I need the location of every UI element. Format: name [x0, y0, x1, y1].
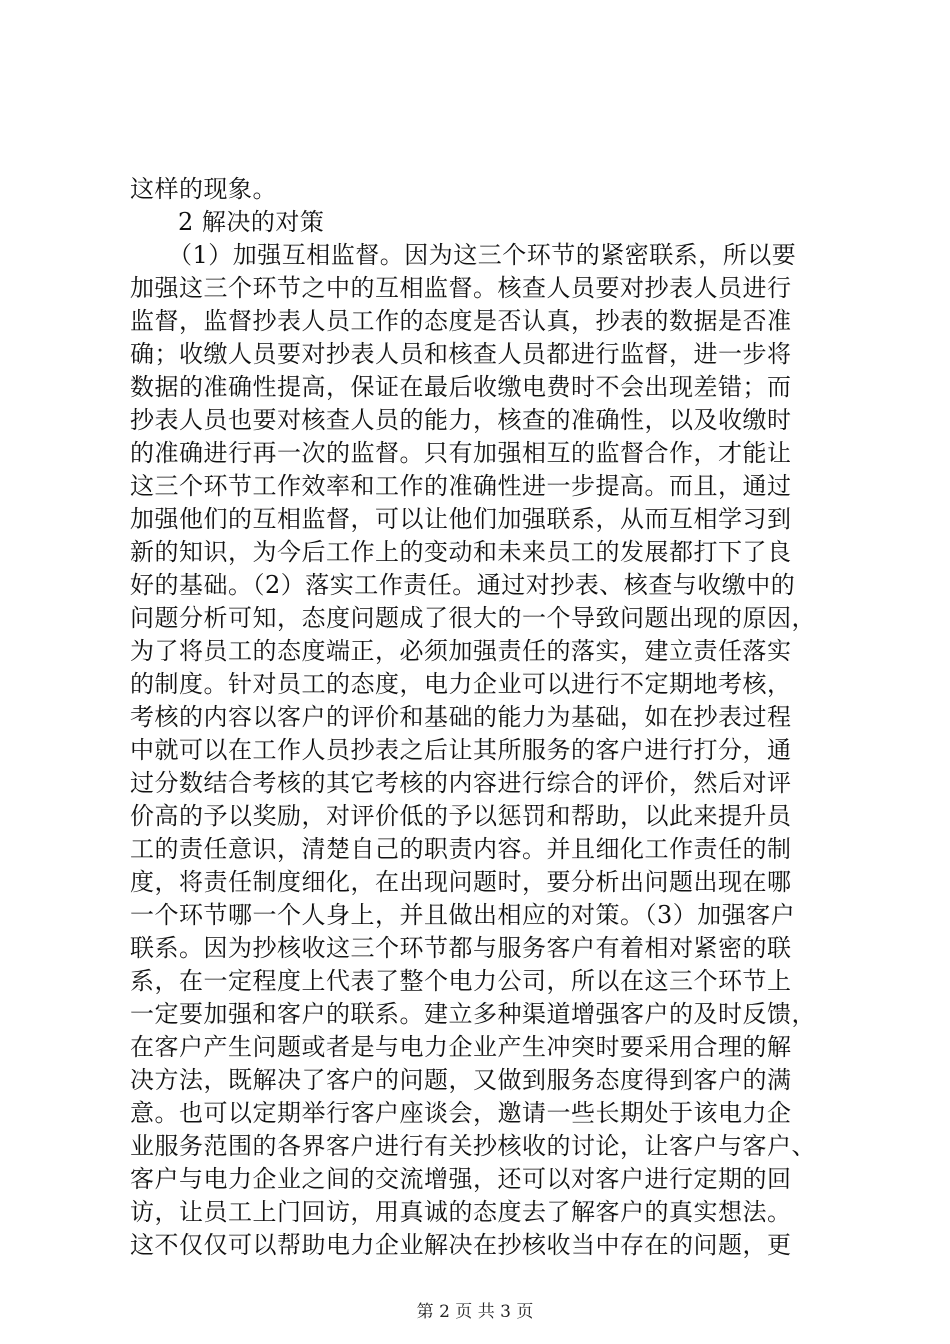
text-line: 客户与电力企业之间的交流增强，还可以对客户进行定期的回	[130, 1165, 792, 1193]
text-line: 业服务范围的各界客户进行有关抄核收的讨论，让客户与客户、	[130, 1132, 816, 1160]
text-line: 这样的现象。	[130, 175, 277, 203]
text-line: 中就可以在工作人员抄表之后让其所服务的客户进行打分，通	[130, 736, 792, 764]
text-line: 为了将员工的态度端正，必须加强责任的落实，建立责任落实	[130, 637, 792, 665]
text-line: 访，让员工上门回访，用真诚的态度去了解客户的真实想法。	[130, 1198, 792, 1226]
text-line: 工的责任意识，清楚自己的职责内容。并且细化工作责任的制	[130, 835, 792, 863]
text-line: 一个环节哪一个人身上，并且做出相应的对策。（3）加强客户	[130, 901, 796, 929]
text-line: 考核的内容以客户的评价和基础的能力为基础，如在抄表过程	[130, 703, 792, 731]
text-line: 过分数结合考核的其它考核的内容进行综合的评价，然后对评	[130, 769, 792, 797]
text-line: 数据的准确性提高，保证在最后收缴电费时不会出现差错；而	[130, 373, 792, 401]
text-line: 问题分析可知，态度问题成了很大的一个导致问题出现的原因，	[130, 604, 816, 632]
text-line: 意。也可以定期举行客户座谈会，邀请一些长期处于该电力企	[130, 1099, 792, 1127]
text-line: 监督，监督抄表人员工作的态度是否认真，抄表的数据是否准	[130, 307, 792, 335]
text-line: 一定要加强和客户的联系。建立多种渠道增强客户的及时反馈，	[130, 1000, 816, 1028]
text-line: 加强这三个环节之中的互相监督。核查人员要对抄表人员进行	[130, 274, 792, 302]
text-line: 联系。因为抄核收这三个环节都与服务客户有着相对紧密的联	[130, 934, 792, 962]
text-line: 的制度。针对员工的态度，电力企业可以进行不定期地考核，	[130, 670, 792, 698]
text-line: 这不仅仅可以帮助电力企业解决在抄核收当中存在的问题，更	[130, 1231, 792, 1259]
text-line: 系，在一定程度上代表了整个电力公司，所以在这三个环节上	[130, 967, 792, 995]
text-line: 好的基础。（2）落实工作责任。通过对抄表、核查与收缴中的	[130, 571, 796, 599]
text-line: （1）加强互相监督。因为这三个环节的紧密联系，所以要	[168, 241, 797, 269]
text-line: 在客户产生问题或者是与电力企业产生冲突时要采用合理的解	[130, 1033, 792, 1061]
text-line: 新的知识，为今后工作上的变动和未来员工的发展都打下了良	[130, 538, 792, 566]
text-line: 确；收缴人员要对抄表人员和核查人员都进行监督，进一步将	[130, 340, 792, 368]
text-line: 抄表人员也要对核查人员的能力，核查的准确性，以及收缴时	[130, 406, 792, 434]
section-heading: 2 解决的对策	[178, 208, 325, 236]
text-line: 决方法，既解决了客户的问题，又做到服务态度得到客户的满	[130, 1066, 792, 1094]
text-line: 价高的予以奖励，对评价低的予以惩罚和帮助，以此来提升员	[130, 802, 792, 830]
page-footer: 第 2 页 共 3 页	[416, 1302, 534, 1322]
text-line: 这三个环节工作效率和工作的准确性进一步提高。而且，通过	[130, 472, 792, 500]
text-line: 加强他们的互相监督，可以让他们加强联系，从而互相学习到	[130, 505, 792, 533]
text-line: 的准确进行再一次的监督。只有加强相互的监督合作，才能让	[130, 439, 792, 467]
text-line: 度，将责任制度细化，在出现问题时，要分析出问题出现在哪	[130, 868, 792, 896]
